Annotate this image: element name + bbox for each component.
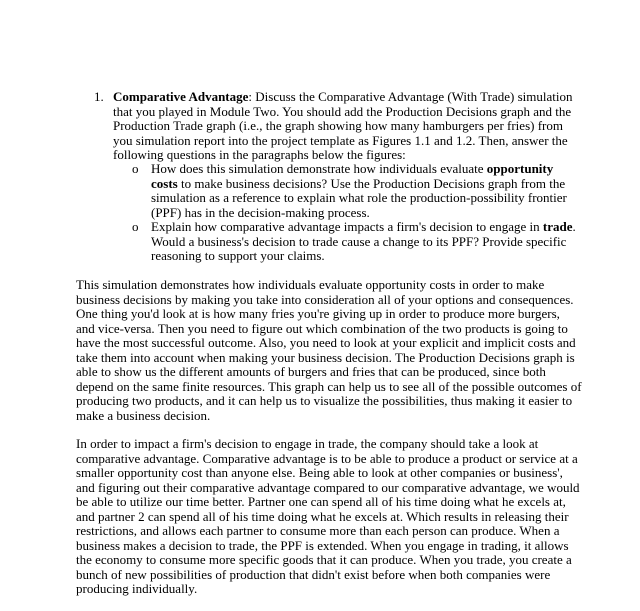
- text: reasoning to support your claims.: [151, 248, 325, 263]
- bold-text: opportunity: [486, 161, 554, 176]
- text-line: and vice-versa. Then you need to figure out which combination of the two products is going to: [76, 320, 568, 336]
- text-line: [151, 235, 576, 250]
- text-line: [151, 191, 567, 206]
- text-line: and figuring out their comparative advantage compared to our comparative advantage, we would: [76, 479, 580, 495]
- text-line: [151, 220, 576, 235]
- text-line: [151, 177, 567, 192]
- text-line: take them into account when making your business decision. The Production Decisions graph is: [76, 349, 575, 365]
- text: How does this simulation demonstrate how individuals evaluate: [151, 161, 487, 176]
- text-line: [151, 162, 567, 177]
- text: (PPF) has in the decision-making process.: [151, 204, 370, 220]
- text: Explain how comparative advantage impacts a firm's decision to engage in: [151, 219, 543, 234]
- bullet-trade: [151, 220, 576, 264]
- text-line: make a business decision.: [76, 407, 211, 423]
- list-item-comparative-advantage: [113, 90, 573, 163]
- paragraph-trade: [76, 437, 580, 597]
- text-line: producing individually.: [76, 581, 198, 596]
- text-line: [151, 206, 567, 221]
- text: Would a business's decision to trade cause a change to its PPF? Provide specific: [151, 233, 567, 249]
- text-line: producing two products, and it can help us to visualize the possibilities, thus making it easier to: [76, 393, 573, 408]
- paragraph-opportunity-costs: [76, 278, 582, 423]
- text-line: business decisions by making you take into consideration all of your options and consequences.: [76, 291, 574, 307]
- text: following questions in the paragraphs below the figures:: [113, 147, 406, 162]
- text-line: [113, 134, 573, 149]
- text-line: be able to utilize our time better. Partner one can spend all of his time doing what he excels at,: [76, 494, 566, 509]
- bold-text: trade: [542, 219, 573, 234]
- text-line: One thing you'd look at is how many fries you're giving up in order to produce more burgers,: [76, 306, 560, 321]
- bullet-marker: o: [132, 219, 139, 234]
- text-line: This simulation demonstrates how individuals evaluate opportunity costs in order to make: [76, 277, 545, 292]
- text-line: and partner 2 can spend all of his time doing what he excels at. Which results in releasing their: [76, 508, 569, 524]
- list-number: 1.: [94, 89, 104, 104]
- text: Production Trade graph (i.e., the graph showing how many hamburgers per fries) from: [113, 118, 563, 133]
- text: you simulation report into the project template as Figures 1.1 and 1.2. Then, answer the: [113, 132, 568, 148]
- text-line: bunch of new possibilities of production that didn't exist before when both companies were: [76, 566, 551, 582]
- text-line: [113, 119, 573, 134]
- bold-text: Comparative Advantage: [113, 89, 249, 104]
- text: : Discuss the Comparative Advantage (With Trade) simulation: [248, 89, 573, 104]
- text-line: [151, 249, 576, 264]
- text: that you played in Module Two. You should add the Production Decisions graph and the: [113, 103, 572, 119]
- text: simulation as a reference to explain what role the production-possibility frontier: [151, 190, 567, 205]
- text-line: [113, 90, 573, 105]
- bold-text: costs: [151, 175, 178, 191]
- text: .: [572, 219, 576, 234]
- text-line: restrictions, and allows each partner to consume more than each person can produce. When a: [76, 523, 560, 538]
- text-line: have the most successful outcome. Also, you need to look at your explicit and implicit costs and: [76, 335, 576, 350]
- bullet-marker: o: [132, 161, 139, 176]
- text-line: the economy to consume more specific goods that it can produce. When you trade, you create a: [76, 552, 572, 567]
- text-line: able to show us the different amounts of burgers and fries that can be produced, since both: [76, 364, 546, 379]
- text-line: smaller opportunity cost than anyone else. Being able to look at other companies or business',: [76, 465, 563, 480]
- text-line: In order to impact a firm's decision to engage in trade, the company should take a look at: [76, 436, 539, 451]
- text-line: depend on the same finite resources. This graph can help us to see all of the possible outcomes of: [76, 378, 582, 394]
- text-line: business makes a decision to trade, the PPF is extended. When you engage in trading, it allows: [76, 537, 569, 553]
- bullet-opportunity-costs: [151, 162, 567, 220]
- text-line: comparative advantage. Comparative advantage is to be able to produce a product or service at a: [76, 450, 578, 466]
- text-line: [113, 105, 573, 120]
- text: to make business decisions? Use the Production Decisions graph from the: [177, 175, 566, 191]
